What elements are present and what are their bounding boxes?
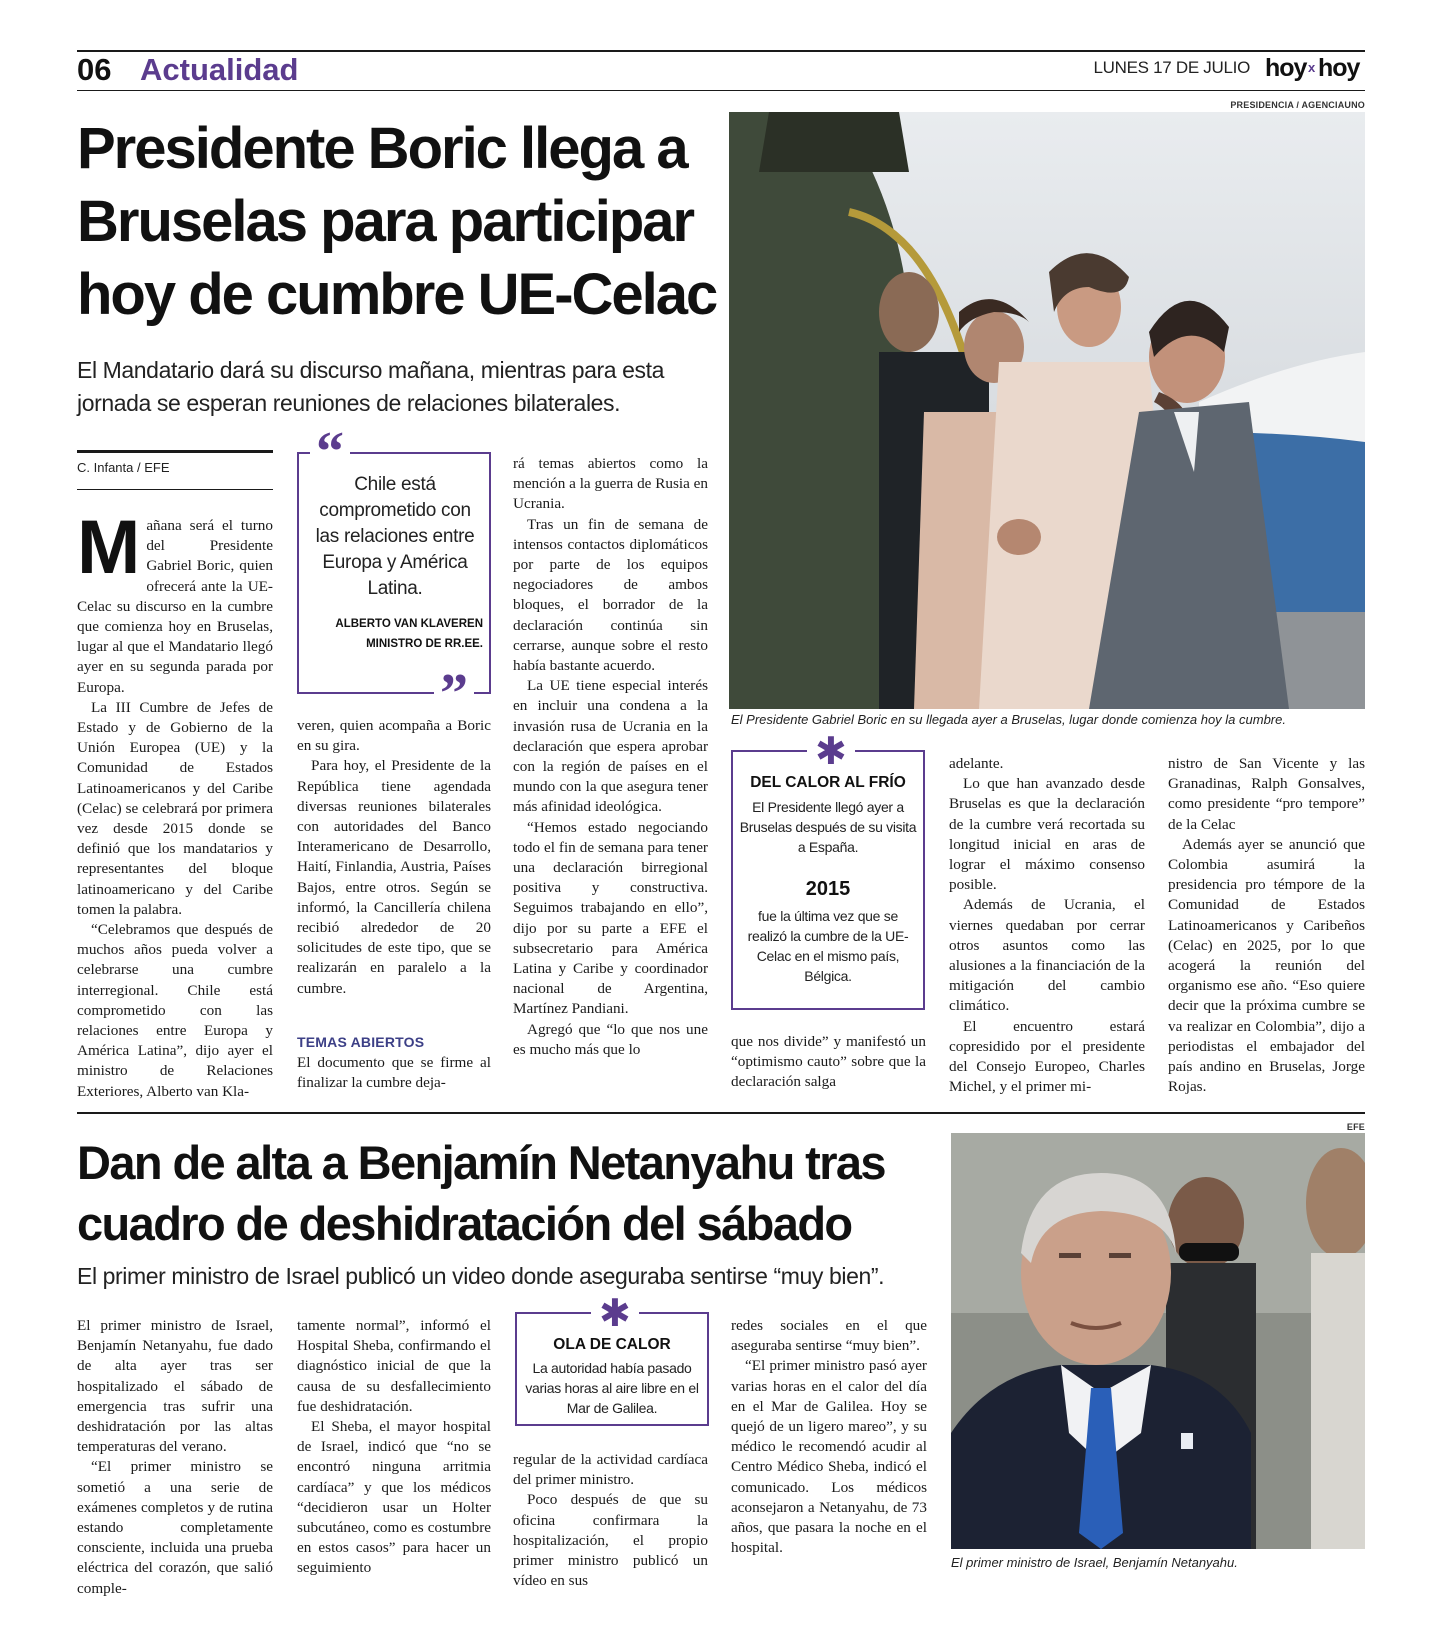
photo1-credit: PRESIDENCIA / AGENCIAUNO [1230,100,1365,110]
asterisk-icon: ✱ [807,736,855,766]
pull-quote-text: Chile está comprometido con las relaciones entre Europa y América Latina. [315,474,475,599]
boric-arrival-photo [729,112,1365,709]
factbox-text-2: fue la última vez que se realizó la cumbre de la UE-Celac en el mismo país, Bélgica. [747,908,909,984]
article1-headline: Presidente Boric llega a Bruselas para participar hoy de cumbre UE-Celac [77,116,717,327]
article1-paragraph: La UE tiene especial interés en incluir una condena a la invasión rusa de Ucrania en la declaración que espera aprobar con la región de países en el mundo con la que asegura tener más afinidad ideológica. [513,677,708,816]
article1-paragraph: El encuentro estará copresidido por el presidente del Consejo Europeo, Charles Michel, y el primer mi- [949,1017,1145,1096]
byline-rule-top [77,450,273,453]
factbox-text: El Presidente llegó ayer a Bruselas después de su visita a España. [739,799,917,855]
article2-paragraph: regular de la actividad cardíaca del primer ministro. [513,1451,708,1489]
close-quote-icon: ” [434,674,474,714]
article1-paragraph: Agregó que “lo que nos une es mucho más que lo [513,1020,708,1058]
netanyahu-photo [951,1133,1365,1549]
factbox-title: DEL CALOR AL FRÍO [750,774,906,791]
article1-paragraph: Tras un fin de semana de intensos contactos diplomáticos por parte de los equipos negociadores de ambos bloques, el borrador de la declaración continúa sin cerrarse, aunque sobre el resto había bastante acuerdo. [513,515,708,675]
header-rule [77,90,1365,91]
article1-paragraph: rá temas abiertos como la mención a la guerra de Rusia en Ucrania. [513,455,708,513]
article1-deck: El Mandatario dará su discurso mañana, mientras para esta jornada se esperan reuniones de relaciones bilaterales. [77,357,665,416]
article2-column-2 [297,1316,491,1579]
article2-paragraph: El primer ministro de Israel, Benjamín Netanyahu, fue dado de alta ayer tras ser hospitalizado el sábado de emergencia tras sufrir una deshidratación por las altas temperaturas del verano. [77,1317,273,1456]
pull-quote-role: MINISTRO DE RR.EE. [366,638,483,650]
article2-column-4 [731,1316,927,1558]
article1-paragraph: La III Cumbre de Jefes de Estado y de Gobierno de la Unión Europea (UE) y la Comunidad de Estados Latinoamericanos y del Caribe (Celac) se celebrará por primera vez desde 2015 donde se definió que los mandatarios y representantes del bloque latinoamericano y del Caribe tomen la palabra. [77,698,273,918]
netanyahu-photo-illustration [951,1133,1365,1549]
article-divider [77,1112,1365,1114]
article1-column-4 [731,1032,926,1093]
lead-text: añana será el turno del Presidente Gabriel Boric, quien ofrecerá ante la UE-Celac su discurso en la cumbre que comienza hoy en Bruselas, lugar al que el Mandatario llegó ayer en su segunda parada por Europa. [77,517,273,696]
article2-paragraph: “El primer ministro pasó ayer varias horas en el calor del día en el Mar de Galilea. Hoy se quejó de un ligero mareo”, y su médico le recomendó acudir al Centro Médico Sheba, indicó el comunicado. Los médicos aconsejaron a Netanyahu, de 73 años, que pasara la noche en el hospital. [731,1357,927,1557]
article1-column-2b [297,1053,491,1093]
photo1-caption: El Presidente Gabriel Boric en su llegada ayer a Bruselas, lugar donde comienza hoy la cumbre. [731,712,1286,727]
article1-paragraph-lead [77,505,273,698]
article1-paragraph: nistro de San Vicente y las Granadinas, Ralph Gonsalves, como presidente “pro tempore” de la Celac [1168,755,1365,833]
article1-paragraph: Para hoy, el Presidente de la República tiene agendada diversas reuniones bilaterales con autoridades del Banco Interamericano de Desarrollo, Haití, Finlandia, Austria, Países Bajos, entre otros. Según se informó, la Cancillería chilena recibió alrededor de 20 solicitudes de este tipo, que se realizarán en paralelo a la cumbre. [297,757,491,997]
article1-paragraph: Lo que han avanzado desde Bruselas es que la declaración de la cumbre verá recortada su longitud inicial en aras de lograr el máximo consenso posible. [949,775,1145,894]
factbox-year: 2015 [805,878,851,900]
article2-paragraph: “El primer ministro se sometió a una serie de exámenes completos y de rutina estando completamente consciente, incluida una prueba eléctrica del corazón, que salió comple- [77,1458,273,1597]
boric-photo-illustration [729,112,1365,709]
article1-paragraph: veren, quien acompaña a Boric en su gira. [297,717,491,755]
article1-paragraph: adelante. [949,755,1004,772]
page-number: 06 [77,52,112,87]
byline-rule-bottom [77,489,273,490]
drop-cap: M [77,505,141,590]
article1-paragraph: Además de Ucrania, el viernes quedaban por cerrar otros asuntos como las alusiones a la financiación de la mitigación del cambio climático. [949,896,1145,1015]
svg-text:hoy: hoy [1265,54,1307,82]
section-title: Actualidad [140,52,299,87]
article2-column-3 [513,1450,708,1591]
asterisk-icon: ✱ [591,1298,639,1328]
article1-column-2 [297,716,491,999]
article2-deck: El primer ministro de Israel publicó un video donde aseguraba sentirse “muy bien”. [77,1263,885,1289]
article2-headline: Dan de alta a Benjamín Netanyahu tras cuadro de deshidratación del sábado [77,1136,885,1250]
factbox-text: La autoridad había pasado varias horas al aire libre en el Mar de Galilea. [525,1360,699,1416]
article2-paragraph: El Sheba, el mayor hospital de Israel, indicó que “no se encontró ninguna arritmia cardíaca” y que los médicos “decidieron usar un Holter subcutáneo, como es costumbre en estos casos” para hacer un seguimiento [297,1418,491,1577]
brand-logo-mark [1265,52,1365,86]
article1-paragraph: El documento que se firme al finalizar la cumbre deja- [297,1054,491,1092]
issue-date: LUNES 17 DE JULIO [1093,58,1250,77]
article2-paragraph: tamente normal”, informó el Hospital Sheba, confirmando el diagnóstico inicial de que la causa de su desfallecimiento fue deshidratación. [297,1317,491,1415]
article1-column-5 [949,754,1145,1097]
subhead-temas-abiertos: TEMAS ABIERTOS [297,1034,425,1050]
article1-byline: C. Infanta / EFE [77,460,170,475]
photo2-caption: El primer ministro de Israel, Benjamín Netanyahu. [951,1555,1238,1570]
article1-paragraph: que nos divide” y manifestó un “optimismo cauto” sobre que la declaración salga [731,1033,926,1091]
article2-paragraph: redes sociales en el que aseguraba sentirse “muy bien”. [731,1317,927,1355]
article1-paragraph: “Hemos estado negociando todo el fin de semana para tener una declaración birregional positiva y constructiva. Seguimos trabajando en ello”, dijo por su parte a EFE el subsecretario para América Latina y Caribe y coordinador nacional de Argentina, Martínez Pandiani. [513,818,708,1018]
open-quote-icon: “ [310,432,350,472]
article1-column-1 [77,505,273,1102]
svg-text:x: x [1308,60,1315,75]
article2-paragraph: Poco después de que su oficina confirmara la hospitalización, el propio primer ministro publicó un vídeo en sus [513,1491,708,1590]
article2-column-1 [77,1316,273,1599]
article1-paragraph: Además ayer se anunció que Colombia asumirá la presidencia pro témpore de la Comunidad de Estados Latinoamericanos y Caribeños (Celac) en 2025, por lo que acogerá la reunión del organismo ese año. “Eso quiere decir que la próxima cumbre se va realizar en Colombia”, dijo a periodistas el embajador del país andino en Bruselas, Jorge Rojas. [1168,835,1365,1096]
brand-logo [1265,52,1365,93]
article1-column-6 [1168,754,1365,1097]
svg-text:hoy: hoy [1318,54,1360,82]
photo2-credit: EFE [1346,1122,1365,1132]
pull-quote-author: ALBERTO VAN KLAVEREN [335,618,483,630]
factbox-title: OLA DE CALOR [553,1336,671,1353]
article1-paragraph: “Celebramos que después de muchos años pueda volver a celebrarse una cumbre interregional. Chile está comprometido con las relaciones entre Europa y América Latina”, dijo ayer el ministro de Relaciones Exteriores, Alberto van Kla- [77,921,273,1100]
article1-column-3 [513,454,708,1060]
